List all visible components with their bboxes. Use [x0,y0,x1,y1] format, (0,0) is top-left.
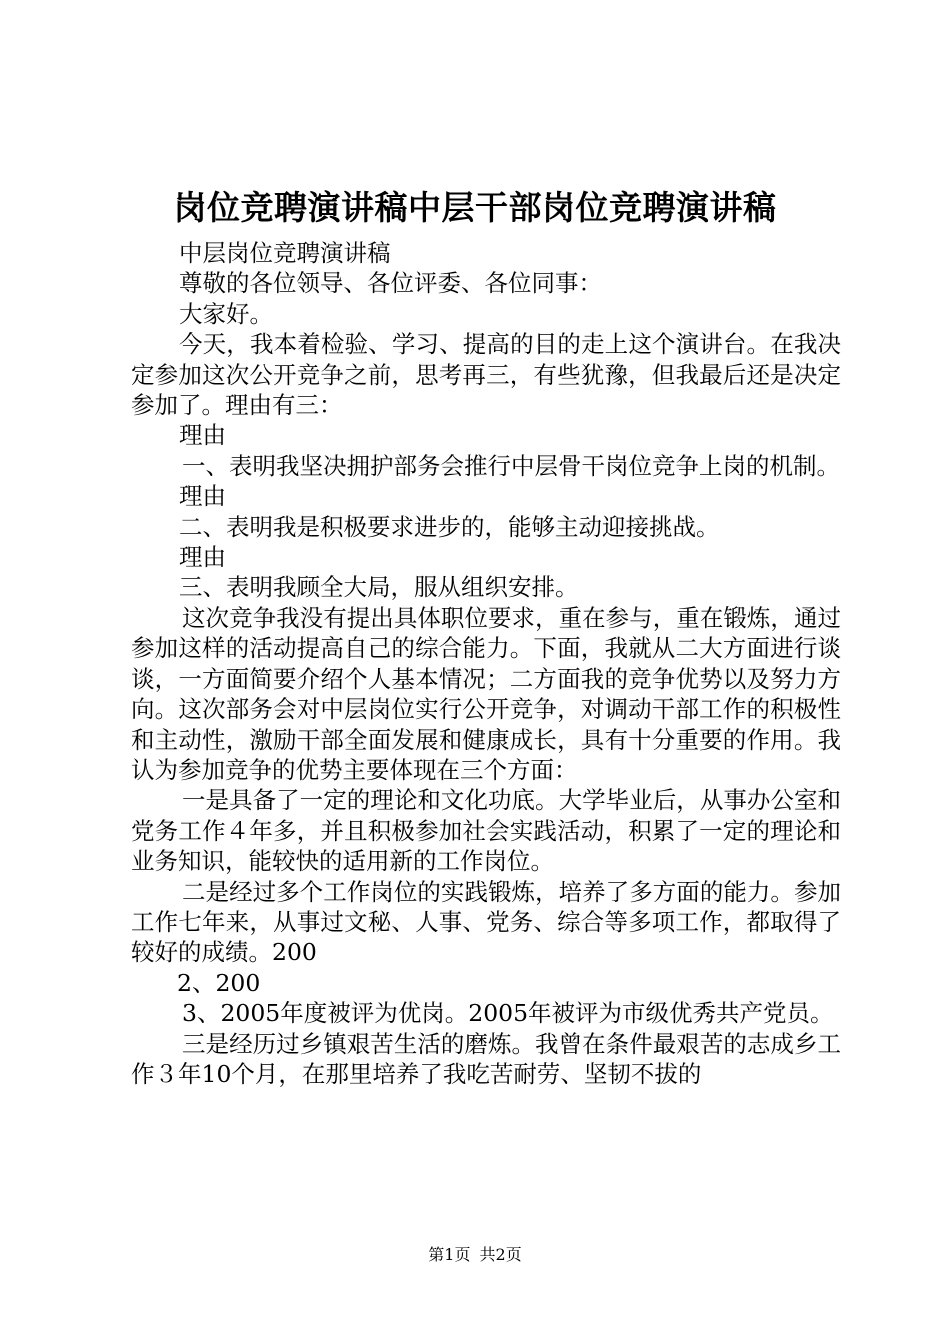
paragraph: 这次竞争我没有提出具体职位要求，重在参与，重在锻炼，通过参加这样的活动提高自己的综合能力。下面，我就从二大方面进行谈谈，一方面简要介绍个人基本情况；二方面我的竞争优势以及努力方向。这次部务会对中层岗位实行公开竞争，对调动干部工作的积极性和主动性，激励干部全面发展和健康成长，具有十分重要的作用。我认为参加竞争的优势主要体现在三个方面： [131,603,841,784]
paragraph: 大家好。 [179,299,273,328]
page-total: 共2页 [479,1245,522,1264]
paragraph: 一是具备了一定的理论和文化功底。大学毕业后，从事办公室和党务工作４年多，并且积极参加社会实践活动，积累了一定的理论和业务知识，能较快的适用新的工作岗位。 [131,786,841,876]
paragraph: 二是经过多个工作岗位的实践锻炼，培养了多方面的能力。参加工作七年来，从事过文秘、人事、党务、综合等多项工作，都取得了较好的成绩。200 [131,877,841,967]
paragraph: 三是经历过乡镇艰苦生活的磨炼。我曾在条件最艰苦的志成乡工作３年10个月，在那里培养了我吃苦耐劳、坚韧不拔的 [131,1029,841,1088]
paragraph: 理由 [179,482,226,511]
page-number: 第1页 [428,1245,471,1264]
paragraph: 二、表明我是积极要求进步的，能够主动迎接挑战。 [179,512,720,541]
paragraph: 3、2005年度被评为优岗。2005年被评为市级优秀共产党员。 [182,999,834,1028]
paragraph: 理由 [179,543,226,572]
paragraph: 一、表明我坚决拥护部务会推行中层骨干岗位竞争上岗的机制。 [182,451,840,480]
paragraph: 今天，我本着检验、学习、提高的目的走上这个演讲台。在我决定参加这次公开竞争之前，思考再三，有些犹豫，但我最后还是决定参加了。理由有三： [131,330,841,420]
paragraph: 中层岗位竞聘演讲稿 [179,239,391,267]
paragraph: 2、200 [177,968,261,997]
document-title: 岗位竞聘演讲稿中层干部岗位竞聘演讲稿 [173,188,777,227]
document-body [131,238,841,1089]
paragraph: 理由 [179,421,226,450]
paragraph: 尊敬的各位领导、各位评委、各位同事： [179,269,602,298]
paragraph: 三、表明我顾全大局，服从组织安排。 [179,573,579,602]
page-footer [0,1244,950,1266]
